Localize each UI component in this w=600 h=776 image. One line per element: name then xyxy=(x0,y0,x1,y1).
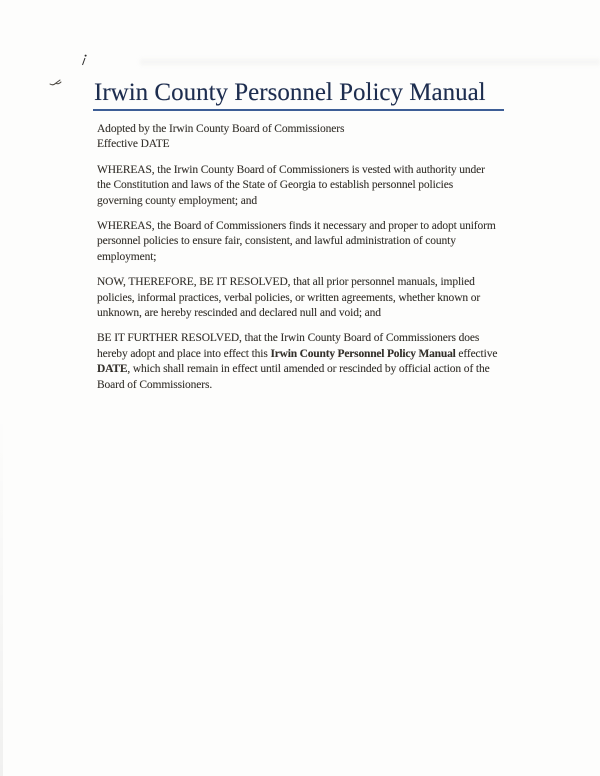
paragraph xyxy=(97,219,527,265)
document-title: Irwin County Personnel Policy Manual xyxy=(94,79,486,106)
paragraph xyxy=(97,122,527,153)
pen-scribble-mark xyxy=(48,74,70,88)
text-segment: , which shall remain in effect until amended or rescinded by official action of the xyxy=(127,363,490,376)
text-segment: Adopted by the Irwin County Board of Commissioners xyxy=(97,123,345,135)
text-segment: Board of Commissioners. xyxy=(97,378,213,391)
text-line xyxy=(97,306,527,321)
text-line xyxy=(97,378,527,393)
text-segment: Effective DATE xyxy=(97,138,170,151)
scan-streak-artifact xyxy=(140,59,600,65)
ink-speck-mark xyxy=(79,53,89,67)
text-segment: BE IT FURTHER RESOLVED, that the Irwin County Board of Commissioners does xyxy=(97,332,480,345)
text-segment: unknown, are hereby rescinded and declared null and void; and xyxy=(97,307,381,320)
bold-text-segment: Irwin County Personnel Policy Manual xyxy=(270,347,456,360)
text-line xyxy=(97,362,527,377)
paper-edge-shadow xyxy=(0,410,3,776)
paragraph xyxy=(97,163,527,209)
text-line xyxy=(97,331,527,346)
text-segment: WHEREAS, the Irwin County Board of Commissioners is vested with authority under xyxy=(97,163,485,176)
text-line xyxy=(97,194,527,209)
text-segment: NOW, THEREFORE, BE IT RESOLVED, that all prior personnel manuals, implied xyxy=(97,276,475,289)
text-line xyxy=(97,291,527,306)
text-segment: WHEREAS, the Board of Commissioners finds it necessary and proper to adopt uniform xyxy=(97,220,496,233)
paragraph xyxy=(97,275,527,321)
text-segment: policies, informal practices, verbal policies, or written agreements, whether known or xyxy=(97,291,481,304)
title-underline-rule xyxy=(93,109,504,111)
text-line xyxy=(97,122,527,137)
text-line xyxy=(97,178,527,193)
bold-text-segment: DATE xyxy=(97,363,128,376)
text-line xyxy=(97,347,527,362)
text-segment: personnel policies to ensure fair, consistent, and lawful administration of county xyxy=(97,235,456,248)
text-line xyxy=(97,250,527,265)
text-line xyxy=(97,234,527,249)
text-segment: governing county employment; and xyxy=(97,194,258,207)
text-segment: hereby adopt and place into effect this xyxy=(97,347,271,360)
document-body xyxy=(97,122,527,403)
text-segment: effective xyxy=(455,347,498,360)
text-line xyxy=(97,163,527,178)
paragraph xyxy=(97,331,527,393)
text-segment: the Constitution and laws of the State of Georgia to establish personnel policies xyxy=(97,179,454,192)
text-line xyxy=(97,137,527,152)
text-line xyxy=(97,275,527,290)
text-segment: employment; xyxy=(97,250,157,263)
text-line xyxy=(97,219,527,234)
